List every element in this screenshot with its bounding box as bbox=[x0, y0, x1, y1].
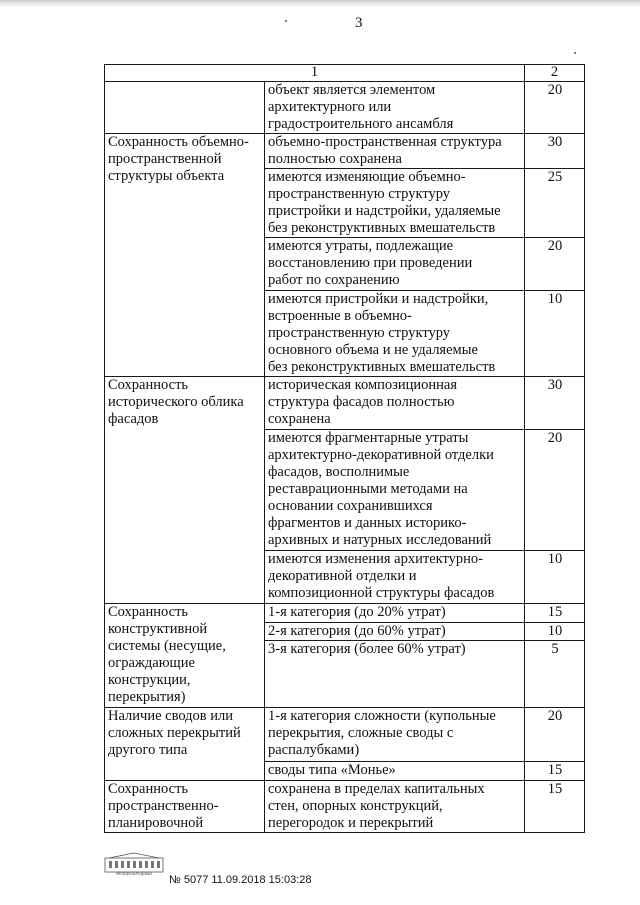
table-row bbox=[105, 604, 585, 623]
evaluation-table bbox=[104, 64, 585, 833]
score-cell: 20 bbox=[525, 708, 585, 762]
criterion-cell: Сохранность конструктивной системы (несущие, ограждающие конструкции, перекрытия) bbox=[105, 604, 265, 708]
page-number: 3 bbox=[355, 15, 363, 31]
criterion-cell bbox=[105, 82, 265, 134]
criterion-cell: Сохранность пространственно- планировочной bbox=[105, 781, 265, 833]
condition-cell: объект является элементом архитектурного или градостроительного ансамбля bbox=[265, 82, 525, 134]
condition-cell: имеются фрагментарные утраты архитектурно-декоративной отделки фасадов, восполнимые реставрационными методами на основании сохранившихся фрагментов и данных историко- архивных и натурных исследований bbox=[265, 430, 525, 551]
score-cell: 10 bbox=[525, 623, 585, 641]
condition-cell: имеются изменяющие объемно- пространственную структуру пристройки и надстройки, удаляемые без реконструктивных вмешательств bbox=[265, 169, 525, 238]
condition-cell: своды типа «Монье» bbox=[265, 762, 525, 781]
scan-edge-shadow bbox=[0, 0, 640, 8]
scan-speck bbox=[285, 20, 287, 22]
score-cell: 20 bbox=[525, 430, 585, 551]
condition-cell: имеются изменения архитектурно- декоративной отделки и композиционной структуры фасадов bbox=[265, 551, 525, 604]
stamp-text: МЕЖДУНАРОДНЫЙ bbox=[116, 872, 152, 876]
score-cell: 30 bbox=[525, 134, 585, 169]
table-header-row bbox=[105, 65, 585, 82]
table-row bbox=[105, 708, 585, 762]
score-cell: 15 bbox=[525, 781, 585, 833]
condition-cell: историческая композиционная структура фасадов полностью сохранена bbox=[265, 377, 525, 430]
score-cell: 15 bbox=[525, 762, 585, 781]
condition-cell: 3-я категория (более 60% утрат) bbox=[265, 641, 525, 708]
score-cell: 15 bbox=[525, 604, 585, 623]
condition-cell: имеются пристройки и надстройки, встроенные в объемно- пространственную структуру основного объема и не удаляемые без реконструктивных вмешательств bbox=[265, 291, 525, 377]
header-col-2: 2 bbox=[525, 65, 585, 82]
condition-cell: 1-я категория сложности (купольные перекрытия, сложные своды с распалубками) bbox=[265, 708, 525, 762]
table-row bbox=[105, 82, 585, 134]
score-cell: 10 bbox=[525, 291, 585, 377]
table-row bbox=[105, 377, 585, 430]
condition-cell: объемно-пространственная структура полностью сохранена bbox=[265, 134, 525, 169]
condition-cell: имеются утраты, подлежащие восстановлению при проведении работ по сохранению bbox=[265, 238, 525, 291]
header-col-1: 1 bbox=[105, 65, 525, 82]
score-cell: 20 bbox=[525, 82, 585, 134]
score-cell: 5 bbox=[525, 641, 585, 708]
score-cell: 25 bbox=[525, 169, 585, 238]
criterion-cell: Сохранность объемно- пространственной структуры объекта bbox=[105, 134, 265, 377]
condition-cell: 2-я категория (до 60% утрат) bbox=[265, 623, 525, 641]
condition-cell: 1-я категория (до 20% утрат) bbox=[265, 604, 525, 623]
table-row bbox=[105, 134, 585, 169]
score-cell: 20 bbox=[525, 238, 585, 291]
condition-cell: сохранена в пределах капитальных стен, опорных конструкций, перегородок и перекрытий bbox=[265, 781, 525, 833]
criterion-cell: Наличие сводов или сложных перекрытий другого типа bbox=[105, 708, 265, 781]
criterion-cell: Сохранность исторического облика фасадов bbox=[105, 377, 265, 604]
document-number: № 5077 11.09.2018 15:03:28 bbox=[169, 874, 312, 886]
score-cell: 10 bbox=[525, 551, 585, 604]
registration-stamp-icon bbox=[103, 852, 165, 876]
score-cell: 30 bbox=[525, 377, 585, 430]
scan-speck bbox=[574, 52, 576, 54]
table-row bbox=[105, 781, 585, 833]
